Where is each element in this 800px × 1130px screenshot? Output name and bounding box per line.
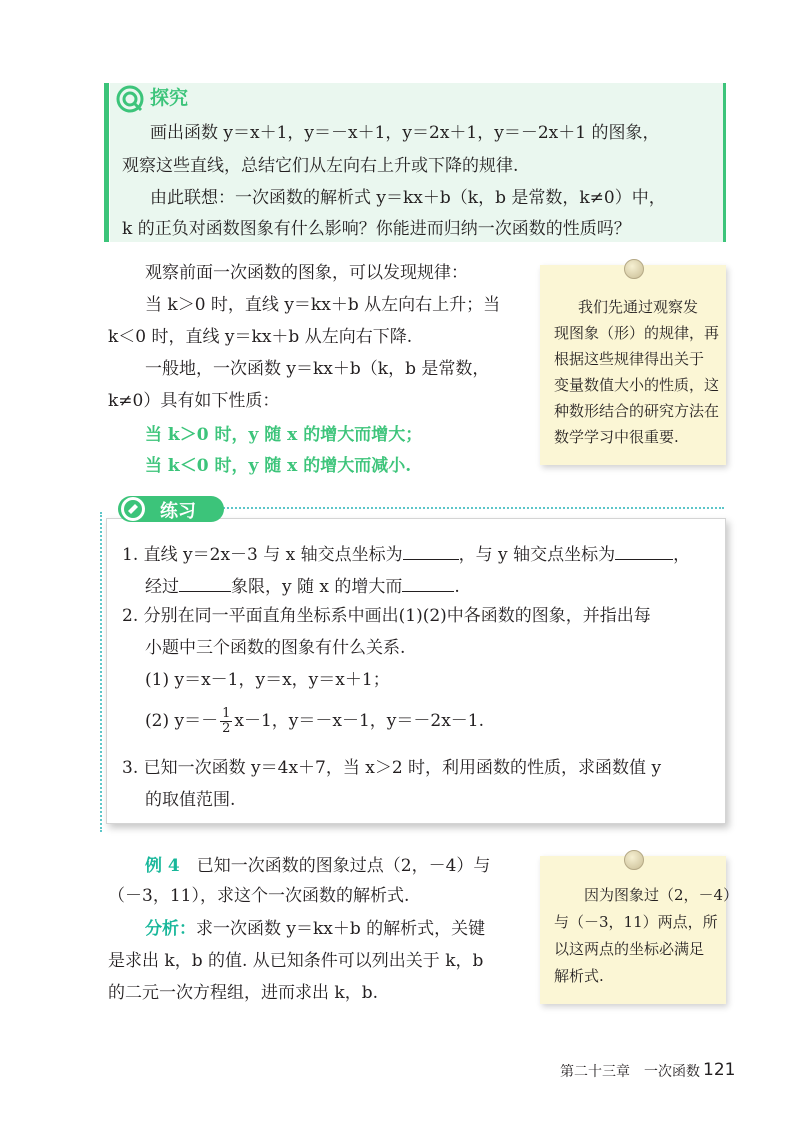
body-line3: k＜0 时，直线 y＝kx＋b 从左向右下降. (108, 327, 413, 347)
practice-dotted-border-top (220, 507, 724, 509)
explore-p2-line2: k 的正负对函数图象有什么影响？你能进而归纳一次函数的性质吗？ (122, 219, 631, 239)
note1-line2: 现图象（形）的规律，再 (554, 324, 720, 342)
fraction-one-half (220, 707, 232, 736)
pencil-icon (120, 496, 150, 524)
explore-title: 探究 (150, 87, 189, 109)
q2-part2-text-b: x－1，y＝－x－1，y＝－2x－1. (234, 711, 485, 731)
explore-p2-line1: 由此联想：一次函数的解析式 y＝kx＋b（k，b 是常数，k≠0）中， (150, 188, 666, 208)
explore-p1-line1: 画出函数 y＝x＋1，y＝－x＋1，y＝2x＋1，y＝－2x＋1 的图象， (150, 123, 660, 143)
q2-part1: (1) y＝x－1，y＝x，y＝x＋1； (145, 670, 390, 690)
q2-line2: 小题中三个函数的图象有什么关系. (145, 638, 406, 658)
q3-line1: 3. 已知一次函数 y＝4x＋7，当 x＞2 时，利用函数的性质，求函数值 y (122, 758, 662, 778)
analysis-label: 分析： (145, 919, 196, 939)
note2-line3: 以这两点的坐标必满足 (554, 940, 705, 958)
example-label: 例 4 (145, 856, 180, 876)
q1-text-a: 1. 直线 y＝2x－3 与 x 轴交点坐标为 (122, 545, 403, 565)
property-2: 当 k＜0 时，y 随 x 的增大而减小. (145, 456, 412, 476)
note1-line5: 种数形结合的研究方法在 (554, 402, 720, 420)
example-line2: （－3，11），求这个一次函数的解析式. (108, 886, 410, 906)
fraction-numerator: 1 (222, 706, 231, 721)
q2-part2 (145, 703, 484, 739)
q1-line1 (122, 543, 690, 566)
pin-icon (624, 259, 644, 279)
q1-line2 (145, 575, 460, 598)
explore-icon (116, 85, 144, 113)
body-line1: 观察前面一次函数的图象，可以发现规律： (145, 263, 468, 283)
pin-icon-2 (624, 850, 644, 870)
example-text-3: 求一次函数 y＝kx＋b 的解析式，关键 (196, 919, 486, 939)
note1-line1: 我们先通过观察发 (578, 298, 699, 316)
example-line4: 是求出 k，b 的值. 从已知条件可以列出关于 k，b (108, 951, 484, 971)
example-text-1: 已知一次函数的图象过点（2，－4）与 (196, 856, 491, 876)
q1-text-c: ， (673, 545, 691, 565)
q1-text-b: ，与 y 轴交点坐标为 (458, 545, 616, 565)
body-line2: 当 k＞0 时，直线 y＝kx＋b 从左向右上升；当 (145, 295, 501, 315)
q2-line1: 2. 分别在同一平面直角坐标系中画出(1)(2)中各函数的图象，并指出每 (122, 606, 651, 626)
fraction-denominator: 2 (222, 721, 231, 736)
q1-text-e: 象限，y 随 x 的增大而 (231, 577, 403, 597)
practice-title: 练习 (160, 501, 196, 522)
body-line5: k≠0）具有如下性质： (108, 391, 280, 411)
q3-line2: 的取值范围. (145, 790, 236, 810)
explore-p1-line2: 观察这些直线，总结它们从左向右上升或下降的规律. (122, 156, 519, 176)
q1-text-d: 经过 (145, 577, 179, 597)
body-line4: 一般地，一次函数 y＝kx＋b（k，b 是常数， (145, 359, 490, 379)
q1-text-f: . (454, 577, 460, 597)
note1-line4: 变量数值大小的性质，这 (554, 376, 720, 394)
explore-right-bar (723, 83, 726, 242)
blank-1 (403, 543, 459, 560)
blank-4 (402, 575, 454, 592)
blank-3 (179, 575, 231, 592)
note1-line6: 数学学习中很重要. (554, 428, 679, 446)
example-line1 (145, 855, 490, 877)
note2-line1: 因为图象过（2，－4） (584, 886, 739, 904)
property-1: 当 k＞0 时，y 随 x 的增大而增大； (145, 425, 423, 445)
page-number: 121 (703, 1060, 736, 1080)
q2-part2-text-a: (2) y＝－ (145, 711, 219, 731)
footer-chapter: 第二十三章 一次函数 (560, 1064, 700, 1080)
note1-line3: 根据这些规律得出关于 (554, 350, 705, 368)
example-line3 (145, 918, 485, 940)
explore-left-bar (104, 83, 109, 242)
note2-line2: 与（－3，11）两点，所 (554, 913, 718, 931)
note2-line4: 解析式. (554, 967, 604, 985)
blank-2 (615, 543, 673, 560)
example-line5: 的二元一次方程组，进而求出 k，b. (108, 983, 378, 1003)
practice-dotted-border-left (100, 512, 102, 832)
